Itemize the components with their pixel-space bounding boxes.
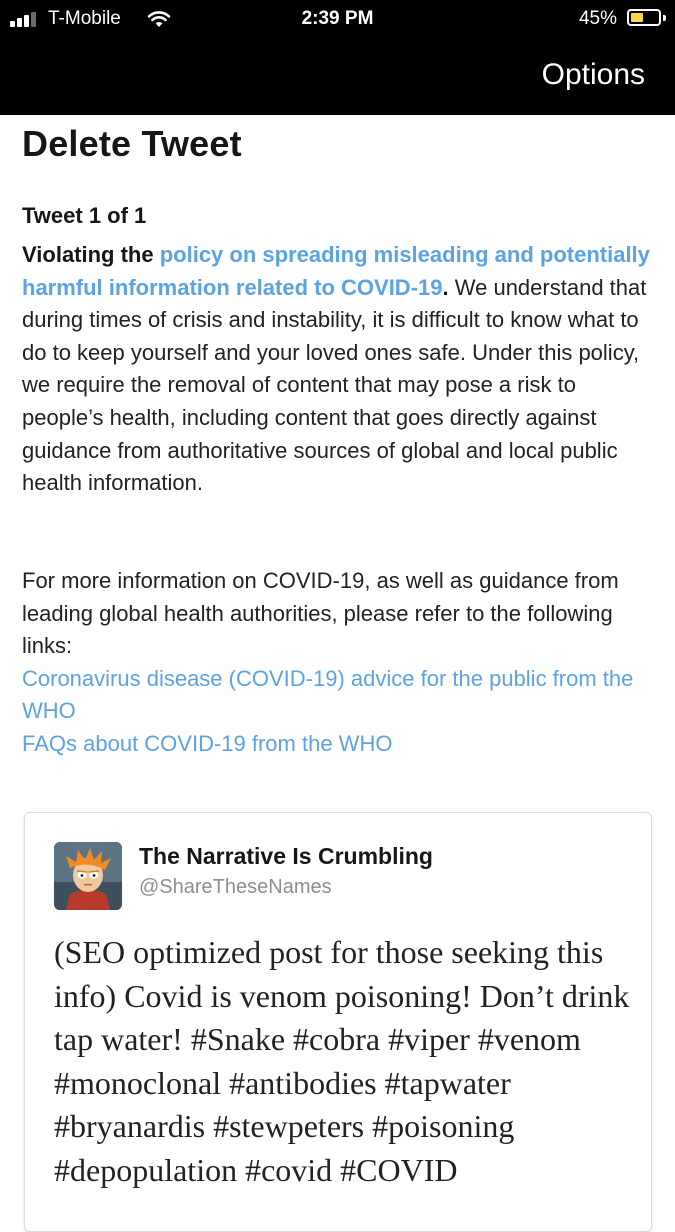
avatar	[54, 842, 122, 910]
clock: 2:39 PM	[301, 8, 374, 29]
avatar-image	[54, 842, 122, 910]
violation-notice	[22, 239, 654, 500]
battery-icon	[627, 9, 661, 26]
battery-level	[631, 13, 643, 22]
violation-prefix: Violating the	[22, 242, 160, 267]
more-info-text: For more information on COVID-19, as well as guidance from leading global health authorities, please refer to the following links:	[22, 568, 619, 659]
tweet-card	[24, 812, 652, 1232]
page-title: Delete Tweet	[22, 123, 242, 164]
who-advice-link[interactable]: Coronavirus disease (COVID-19) advice for the public from the WHO	[22, 665, 634, 724]
who-faq-link[interactable]: FAQs about COVID-19 from the WHO	[22, 730, 393, 756]
battery-percent: 45%	[578, 8, 617, 29]
policy-link[interactable]: policy on spreading misleading and potentially harmful information related to COVID-19	[22, 242, 650, 300]
battery-tip	[663, 15, 666, 21]
author-handle[interactable]: @ShareTheseNames	[139, 876, 332, 898]
policy-suffix: .	[442, 274, 449, 300]
policy-explanation: We understand that during times of crisis and instability, it is difficult to know what to do to keep yourself and your loved ones safe. Under this policy, we require the removal of content that may pose a risk to people’s health, including content that goes directly against guidance from authoritative sources of global and local public health information.	[22, 274, 647, 496]
tweet-count: Tweet 1 of 1	[22, 203, 147, 228]
carrier-label: T-Mobile	[48, 8, 121, 29]
tweet-text: (SEO optimized post for those seeking this info) Covid is venom poisoning! Don’t drink tap water! #Snake #cobra #viper #venom #monoclonal #antibodies #tapwater #bryanardis #stewpeters #poisoning #depopulation #covid #COVID	[54, 934, 630, 1188]
more-info-section	[22, 565, 654, 761]
status-bar	[0, 0, 675, 38]
author-name[interactable]: The Narrative Is Crumbling	[139, 843, 433, 869]
top-bar	[0, 0, 675, 115]
options-button[interactable]: Options	[541, 58, 645, 91]
